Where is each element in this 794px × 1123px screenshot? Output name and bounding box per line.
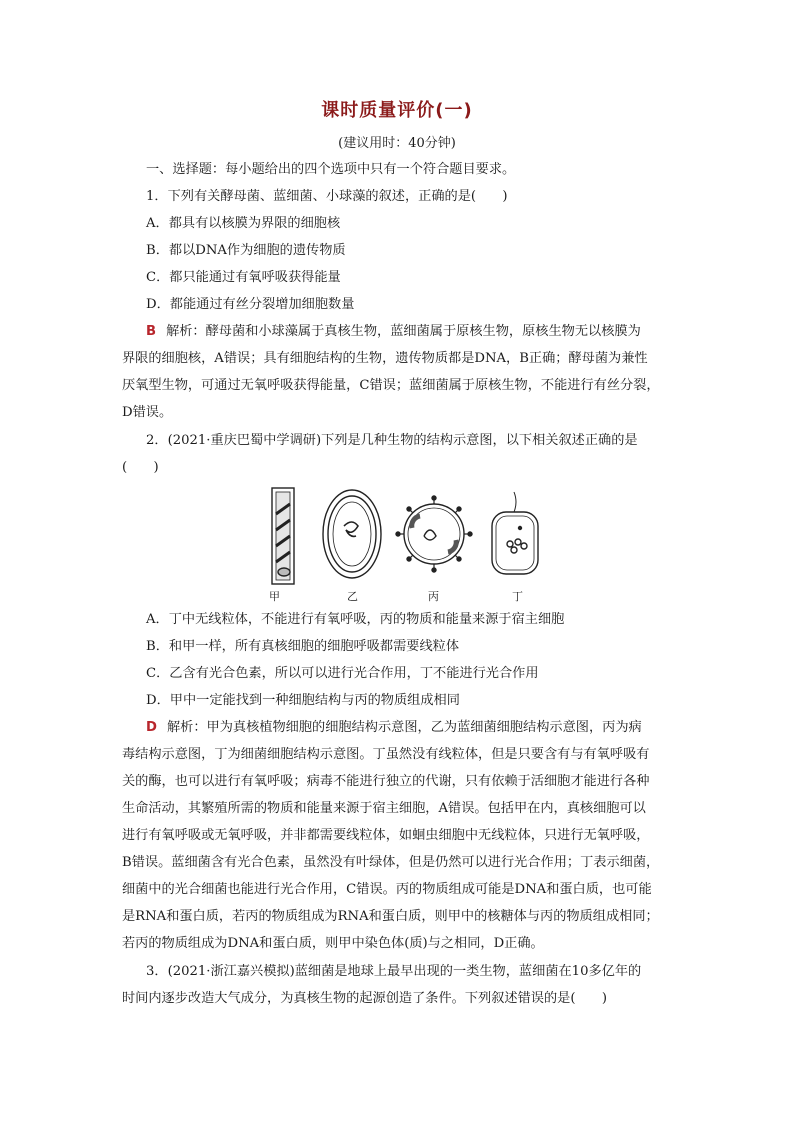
q2-option-d: D．甲中一定能找到一种细胞结构与丙的物质组成相同 — [146, 693, 460, 708]
q1-answer: B — [146, 324, 157, 339]
q2-analysis-line-7: 细菌中的光合细菌也能进行光合作用，C错误。丙的物质组成可能是DNA和蛋白质，也可能 — [122, 882, 652, 897]
q2-analysis-line-6: B错误。蓝细菌含有光合色素，虽然没有叶绿体，但是仍然可以进行光合作用；丁表示细菌， — [122, 855, 660, 870]
q2-analysis-line-4: 生命活动，其繁殖所需的物质和能量来源于宿主细胞，A错误。包括甲在内，真核细胞可以 — [122, 801, 646, 816]
section-heading: 一、选择题：每小题给出的四个选项中只有一个符合题目要求。 — [146, 162, 516, 177]
q2-option-a: A．丁中无线粒体，不能进行有氧呼吸，丙的物质和能量来源于宿主细胞 — [146, 612, 565, 627]
q2-stem-line-1: 2．(2021·重庆巴蜀中学调研)下列是几种生物的结构示意图，以下相关叙述正确的是 — [146, 433, 638, 448]
q2-analysis-line-9: 若丙的物质组成为DNA和蛋白质，则甲中染色体(质)与之相同，D正确。 — [122, 936, 544, 951]
q1-analysis-line-2: 界限的细胞核，A错误；具有细胞结构的生物，遗传物质都是DNA，B正确；酵母菌为兼性 — [122, 351, 648, 366]
q1-analysis-line-4: D错误。 — [122, 405, 173, 420]
plant-cell-diagram — [272, 488, 294, 584]
virus-diagram — [396, 496, 472, 572]
q2-analysis-line-2: 毒结构示意图，丁为细菌细胞结构示意图。丁虽然没有线粒体，但是只要含有与有氧呼吸有 — [122, 747, 650, 762]
q1-analysis-line-3: 厌氧型生物，可通过无氧呼吸获得能量，C错误；蓝细菌属于原核生物，不能进行有丝分裂， — [122, 378, 660, 393]
q2-analysis-line-1: D 解析：甲为真核植物细胞的细胞结构示意图，乙为蓝细菌细胞结构示意图，丙为病 — [146, 720, 642, 735]
q3-stem-line-2: 时间内逐步改造大气成分，为真核生物的起源创造了条件。下列叙述错误的是( ) — [122, 991, 608, 1006]
q1-option-d: D．都能通过有丝分裂增加细胞数量 — [146, 297, 355, 312]
q2-analysis-line-8: 是RNA和蛋白质，若丙的物质组成为RNA和蛋白质，则甲中的核糖体与丙的物质组成相同； — [122, 909, 659, 924]
organism-structure-figure — [258, 484, 548, 600]
figure-label-jia: 甲 — [269, 590, 280, 603]
page-title: 课时质量评价(一) — [321, 100, 473, 121]
figure-label-ding: 丁 — [512, 590, 523, 603]
q2-stem-line-2: ( ) — [122, 460, 159, 475]
q1-option-c: C．都只能通过有氧呼吸获得能量 — [146, 270, 341, 285]
bacterium-diagram — [492, 492, 538, 574]
q1-analysis-line-1: B 解析：酵母菌和小球藻属于真核生物，蓝细菌属于原核生物，原核生物无以核膜为 — [146, 324, 641, 339]
q2-option-c: C．乙含有光合色素，所以可以进行光合作用，丁不能进行光合作用 — [146, 666, 539, 681]
figure-label-bing: 丙 — [428, 590, 439, 603]
q2-analysis-line-5: 进行有氧呼吸或无氧呼吸，并非都需要线粒体，如蛔虫细胞中无线粒体，只进行无氧呼吸， — [122, 828, 650, 843]
time-note: (建议用时：40分钟) — [338, 136, 456, 151]
figure-label-yi: 乙 — [347, 590, 358, 603]
q2-option-b: B．和甲一样，所有真核细胞的细胞呼吸都需要线粒体 — [146, 639, 460, 654]
q1-option-b: B．都以DNA作为细胞的遗传物质 — [146, 243, 346, 258]
q3-stem-line-1: 3．(2021·浙江嘉兴模拟)蓝细菌是地球上最早出现的一类生物，蓝细菌在10多亿年的 — [146, 964, 642, 979]
q1-stem: 1．下列有关酵母菌、蓝细菌、小球藻的叙述，正确的是( ) — [146, 189, 508, 204]
cyanobacterium-diagram — [323, 490, 381, 578]
q2-answer: D — [146, 720, 157, 735]
q1-option-a: A．都具有以核膜为界限的细胞核 — [146, 216, 341, 231]
q2-analysis-line-3: 关的酶，也可以进行有氧呼吸；病毒不能进行独立的代谢，只有依赖于活细胞才能进行各种 — [122, 774, 650, 789]
